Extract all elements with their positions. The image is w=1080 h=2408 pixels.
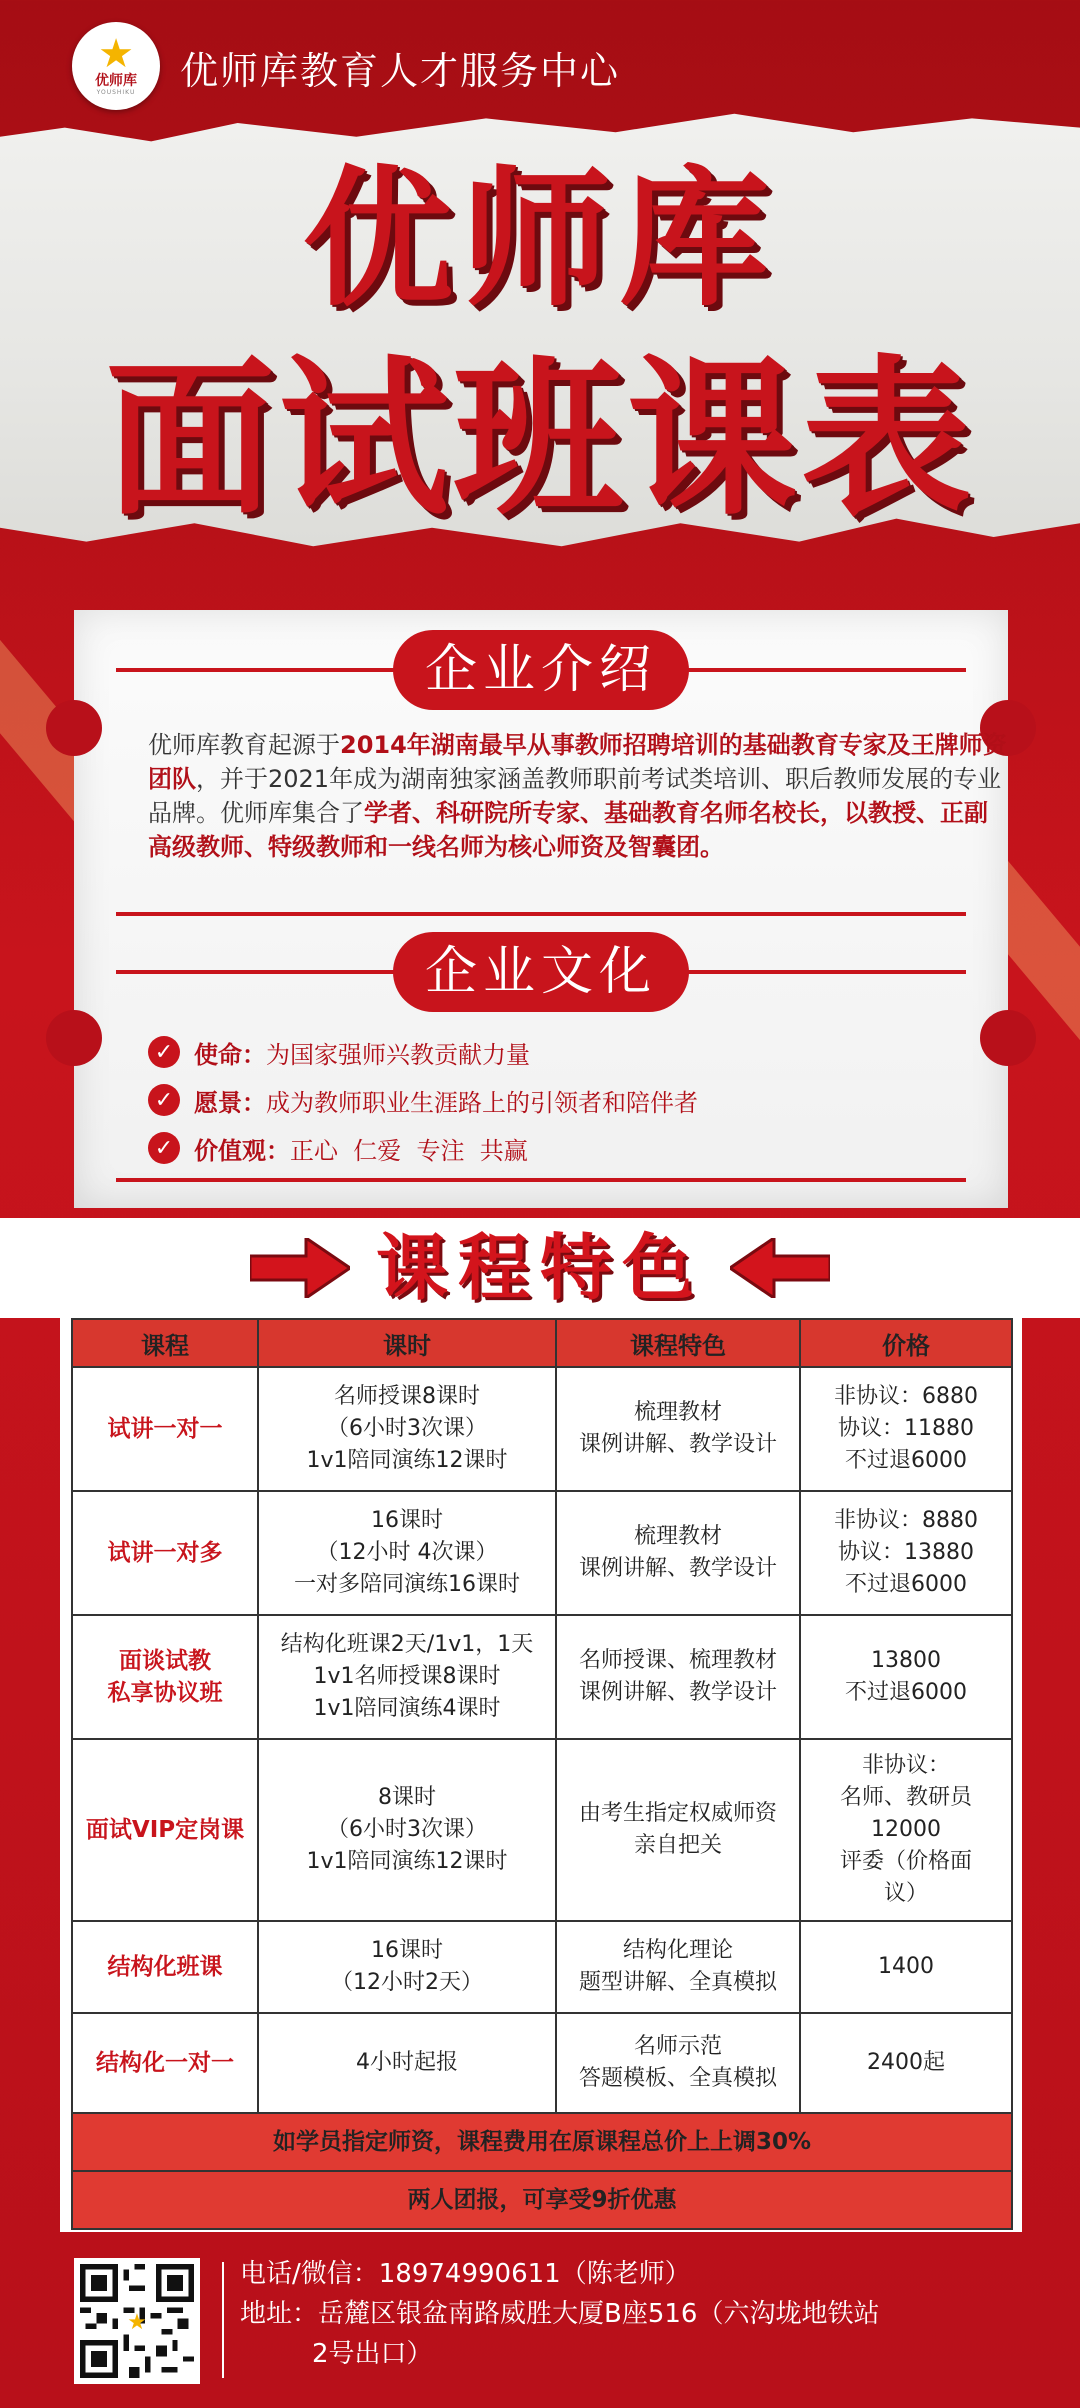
course-price: [800, 1491, 1012, 1615]
feature-line: 课例讲解、教学设计: [578, 1556, 777, 1581]
contact-info: [240, 2254, 879, 2374]
feature-line: 题型讲解、全真模拟: [578, 1970, 777, 1995]
culture-heading: [74, 932, 1008, 1012]
table-header-row: [72, 1319, 1012, 1367]
top-bar: [0, 0, 1080, 130]
course-feature: [556, 1615, 800, 1739]
hours-line: （6小时3次课）: [327, 1817, 487, 1842]
course-feature: [556, 2013, 800, 2113]
intro-bold-1: 2014年湖南最早从事教师招聘培训的基础教育专家及王牌师资团队: [148, 731, 1007, 793]
note-row: [72, 2113, 1012, 2171]
footer: [0, 2232, 1080, 2408]
hours-line: 一对多陪同演练16课时: [294, 1572, 520, 1597]
hours-line: 4小时起报: [356, 2050, 458, 2075]
check-icon: ✓: [148, 1132, 180, 1164]
price-line: 议）: [883, 1881, 928, 1906]
course-name-line: 私享协议班: [107, 1680, 223, 1706]
price-line: 协议：11880: [838, 1416, 974, 1441]
culture-key: 价值观：: [194, 1131, 290, 1166]
course-hours: [258, 1739, 556, 1921]
course-name: 试讲一对一: [72, 1367, 258, 1491]
course-name: [72, 1615, 258, 1739]
price-line: 名师、教研员: [839, 1785, 972, 1810]
contact-phone: 电话/微信：18974990611（陈老师）: [240, 2259, 691, 2289]
culture-item-vision: [148, 1078, 948, 1122]
course-hours: [258, 2013, 556, 2113]
course-feature: [556, 1921, 800, 2013]
qr-code[interactable]: [74, 2258, 200, 2384]
hours-line: 16课时: [371, 1938, 443, 1963]
svg-text:★: ★: [127, 2310, 147, 2336]
table-row: [72, 1921, 1012, 2013]
course-price: [800, 1615, 1012, 1739]
intro-text-1: 优师库教育起源于: [148, 731, 340, 759]
intro-bold-2: 学者、科研院所专家、基础教育名师名校长，以教授、正副高级教师、特级教师和一线名师为核心师资及智囊团。: [148, 799, 988, 861]
feature-line: 课例讲解、教学设计: [578, 1680, 777, 1705]
logo-text: 优师库: [95, 73, 137, 89]
note-row: [72, 2171, 1012, 2229]
divider: [116, 912, 966, 916]
price-line: 非协议：8880: [834, 1508, 978, 1533]
table-row: [72, 1739, 1012, 1921]
intro-heading-text: 企业介绍: [393, 630, 689, 710]
feature-line: 由考生指定权威师资: [578, 1801, 777, 1826]
feature-line: 结构化理论: [622, 1938, 733, 1963]
price-line: 不过退6000: [845, 1572, 967, 1597]
course-price: [800, 1921, 1012, 2013]
course-name: 结构化班课: [72, 1921, 258, 2013]
price-line: 非协议：: [861, 1753, 950, 1778]
course-feature: [556, 1739, 800, 1921]
course-feature: [556, 1367, 800, 1491]
hours-line: 1v1名师授课8课时: [313, 1664, 501, 1689]
course-price: [800, 1739, 1012, 1921]
intro-paragraph: [148, 728, 1008, 864]
divider: [116, 1178, 966, 1182]
card-notch: [980, 1010, 1036, 1066]
star-icon: ★: [98, 31, 134, 77]
hours-line: 16课时: [371, 1508, 443, 1533]
check-icon: ✓: [148, 1084, 180, 1116]
culture-value: 为国家强师兴教贡献力量: [266, 1040, 530, 1069]
header-feature: 课程特色: [556, 1319, 800, 1367]
culture-item-mission: [148, 1030, 948, 1074]
course-table-panel: [60, 1318, 1022, 2232]
brand-logo: [72, 22, 160, 110]
price-line: 1400: [878, 1954, 934, 1979]
contact-address: 地址：岳麓区银盆南路威胜大厦B座516（六沟垅地铁站: [240, 2299, 880, 2329]
feature-line: 梳理教材: [633, 1400, 722, 1425]
hours-line: 结构化班课2天/1v1，1天: [280, 1632, 534, 1657]
culture-value: 正心 仁爱 专注 共赢: [290, 1136, 528, 1165]
course-name: 试讲一对多: [72, 1491, 258, 1615]
note-teacher-surcharge: 如学员指定师资，课程费用在原课程总价上上调30%: [72, 2113, 1012, 2171]
price-line: 非协议：6880: [834, 1384, 978, 1409]
hours-line: 8课时: [378, 1785, 436, 1810]
table-row: [72, 2013, 1012, 2113]
price-line: 2400起: [867, 2050, 945, 2075]
features-heading-bar: [0, 1218, 1080, 1318]
course-hours: [258, 1921, 556, 2013]
logo-subtext: YOUSHIKU: [96, 89, 136, 96]
title-line-2: 面试班课表: [104, 341, 975, 539]
culture-list: [148, 1030, 948, 1174]
hours-line: （6小时3次课）: [327, 1416, 487, 1441]
course-name: 结构化一对一: [72, 2013, 258, 2113]
footer-divider: [222, 2262, 224, 2378]
note-group-discount: 两人团报，可享受9折优惠: [72, 2171, 1012, 2229]
culture-key: 使命：: [194, 1035, 266, 1070]
intro-card: [74, 610, 1008, 1208]
hours-line: 1v1陪同演练12课时: [306, 1849, 508, 1874]
hours-line: 1v1陪同演练4课时: [313, 1696, 501, 1721]
header-price: 价格: [800, 1319, 1012, 1367]
price-line: 不过退6000: [845, 1680, 967, 1705]
course-hours: [258, 1615, 556, 1739]
check-icon: ✓: [148, 1036, 180, 1068]
course-hours: [258, 1491, 556, 1615]
org-name: 优师库教育人才服务中心: [180, 49, 621, 93]
intro-heading: [74, 630, 1008, 710]
header-course: 课程: [72, 1319, 258, 1367]
feature-line: 梳理教材: [633, 1524, 722, 1549]
table-row: [72, 1367, 1012, 1491]
course-hours: [258, 1367, 556, 1491]
header-hours: 课时: [258, 1319, 556, 1367]
course-table: [71, 1318, 1013, 2230]
price-line: 12000: [871, 1817, 941, 1842]
culture-heading-text: 企业文化: [393, 932, 689, 1012]
course-name: 面试VIP定岗课: [72, 1739, 258, 1921]
feature-line: 答题模板、全真模拟: [578, 2066, 777, 2091]
feature-line: 亲自把关: [633, 1833, 722, 1858]
features-heading: 课程特色: [375, 1226, 704, 1310]
hours-line: 名师授课8课时: [334, 1384, 480, 1409]
table-row: [72, 1491, 1012, 1615]
hours-line: （12小时 4次课）: [316, 1540, 498, 1565]
arrow-left-icon: [730, 1238, 830, 1298]
qr-code-icon: [80, 2264, 194, 2378]
card-notch: [46, 1010, 102, 1066]
title-line-1: 优师库: [302, 153, 777, 327]
feature-line: 名师示范: [633, 2034, 722, 2059]
hours-line: （12小时2天）: [331, 1970, 483, 1995]
course-price: [800, 2013, 1012, 2113]
intro-text-2: ，并于2021年成为湖南独家涵盖教师职前考试类培训、职后教师发展的专业品牌。优师库集合了: [148, 765, 1002, 827]
price-line: 13800: [871, 1648, 941, 1673]
culture-item-values: [148, 1126, 948, 1170]
course-price: [800, 1367, 1012, 1491]
culture-value: 成为教师职业生涯路上的引领者和陪伴者: [266, 1088, 698, 1117]
price-line: 评委（价格面: [839, 1849, 972, 1874]
price-line: 不过退6000: [845, 1448, 967, 1473]
contact-address-cont: 2号出口）: [312, 2339, 433, 2369]
course-name-line: 面谈试教: [119, 1648, 211, 1674]
hours-line: 1v1陪同演练12课时: [306, 1448, 508, 1473]
feature-line: 课例讲解、教学设计: [578, 1432, 777, 1457]
price-line: 协议：13880: [838, 1540, 974, 1565]
course-feature: [556, 1491, 800, 1615]
table-row: [72, 1615, 1012, 1739]
culture-key: 愿景：: [194, 1083, 266, 1118]
feature-line: 名师授课、梳理教材: [578, 1648, 777, 1673]
